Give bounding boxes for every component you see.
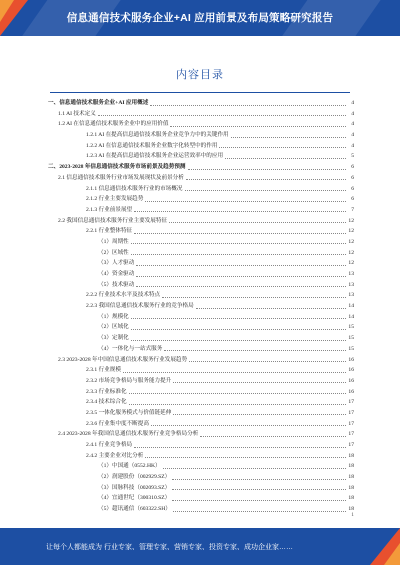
toc-entry-page: 16: [347, 376, 354, 387]
toc-entry-page: 13: [347, 269, 354, 280]
toc-leader-dots: [131, 318, 346, 319]
toc-entry[interactable]: [48, 290, 354, 301]
toc-entry-page: 14: [347, 312, 354, 323]
toc-leader-dots: [145, 457, 346, 458]
toc-entry-title: 2.4.2 主要企业对比分析: [86, 451, 145, 462]
footer-slogan: 让每个人都能成为 行业专家、管理专家、营销专家、投资专家、成功企业家……: [46, 544, 293, 551]
toc-entry[interactable]: [48, 312, 354, 323]
toc-entry[interactable]: [48, 119, 354, 130]
toc-leader-dots: [131, 254, 346, 255]
toc-entry-title: （2）区域性: [98, 248, 131, 259]
toc-entry[interactable]: [48, 493, 354, 504]
toc-entry[interactable]: [48, 429, 354, 440]
toc-leader-dots: [134, 211, 346, 212]
title-divider: [50, 92, 350, 93]
toc-entry[interactable]: [48, 483, 354, 494]
toc-entry[interactable]: [48, 109, 354, 120]
toc-entry[interactable]: [48, 301, 354, 312]
toc-leader-dots: [196, 308, 346, 309]
toc-entry[interactable]: [48, 237, 354, 248]
toc-entry-title: 2.3.1 行业规模: [86, 365, 123, 376]
toc-leader-dots: [172, 500, 346, 501]
toc-entry-page: 12: [347, 226, 354, 237]
toc-leader-dots: [163, 468, 346, 469]
toc-leader-dots: [173, 511, 346, 512]
toc-entry-page: 18: [347, 483, 354, 494]
toc-entry-title: 2.3.2 市场竞争格局与服务能力提升: [86, 376, 173, 387]
toc-entry-title: 2.3.3 行业标准化: [86, 387, 129, 398]
toc-entry-title: （3）定制化: [98, 333, 131, 344]
toc-leader-dots: [129, 404, 346, 405]
toc-entry[interactable]: [48, 322, 354, 333]
toc-entry[interactable]: [48, 344, 354, 355]
toc-entry[interactable]: [48, 269, 354, 280]
toc-entry-page: 13: [347, 280, 354, 291]
toc-entry[interactable]: [48, 461, 354, 472]
toc-entry-page: 15: [347, 333, 354, 344]
toc-leader-dots: [129, 393, 346, 394]
toc-entry-title: 2.2.2 行业技术水平及技术特点: [86, 290, 162, 301]
toc-entry-title: （2）区域化: [98, 322, 131, 333]
toc-entry[interactable]: [48, 130, 354, 141]
toc-entry-page: 16: [347, 365, 354, 376]
toc-entry-page: 18: [347, 504, 354, 515]
toc-leader-dots: [185, 190, 346, 191]
toc-leader-dots: [162, 297, 346, 298]
toc-leader-dots: [188, 169, 346, 170]
report-title: 信息通信技术服务企业+AI 应用前景及布局策略研究报告: [66, 12, 334, 24]
toc-leader-dots: [123, 372, 346, 373]
toc-entry-title: 2.4.1 行业竞争格局: [86, 440, 134, 451]
toc-leader-dots: [134, 233, 346, 234]
toc-entry[interactable]: [48, 376, 354, 387]
toc-leader-dots: [151, 425, 346, 426]
toc-entry-page: 12: [347, 237, 354, 248]
toc-entry[interactable]: [48, 440, 354, 451]
footer-corner-decoration: [384, 543, 400, 565]
toc-entry[interactable]: [48, 226, 354, 237]
toc-entry-title: （1）规模化: [98, 312, 131, 323]
toc-entry-title: （3）国脉科技（002093.SZ）: [98, 483, 172, 494]
toc-entry[interactable]: [48, 397, 354, 408]
toc-leader-dots: [200, 436, 346, 437]
toc-entry-title: 一、信息通信技术服务企业+AI 应用概述: [48, 98, 150, 109]
toc-entry-title: （2）润建股份（002929.SZ）: [98, 472, 172, 483]
toc-entry[interactable]: [48, 419, 354, 430]
toc-entry-title: 1.2.3 AI 在提高信息通信技术服务企业运营效率中的应用: [86, 151, 225, 162]
page-footer: [0, 528, 400, 565]
toc-entry-title: 1.2.1 AI 在提高信息通信技术服务企业竞争力中的关键作用: [86, 130, 231, 141]
toc-entry-page: 18: [347, 493, 354, 504]
toc-leader-dots: [145, 201, 346, 202]
toc-leader-dots: [169, 222, 346, 223]
toc-leader-dots: [172, 489, 346, 490]
toc-entry[interactable]: [48, 504, 354, 515]
toc-entry-page: 17: [347, 397, 354, 408]
toc-entry[interactable]: [48, 365, 354, 376]
toc-entry-page: 4: [347, 141, 354, 152]
page-header: [0, 0, 400, 36]
toc-entry-title: 2.3.5 一体化服务模式与价值链延伸: [86, 408, 173, 419]
toc-leader-dots: [170, 126, 346, 127]
toc-entry[interactable]: [48, 451, 354, 462]
page-number: 1: [351, 512, 354, 518]
toc-leader-dots: [134, 447, 346, 448]
toc-leader-dots: [131, 340, 346, 341]
toc-entry-title: 2.3 2023-2028 年中国信息通信技术服务行业发展趋势: [58, 355, 189, 366]
toc-entry-page: 14: [347, 301, 354, 312]
toc-entry[interactable]: [48, 141, 354, 152]
toc-entry[interactable]: [48, 472, 354, 483]
toc-entry-title: 1.2.2 AI 在信息通信技术服务企业数字化转型中的作用: [86, 141, 219, 152]
toc-leader-dots: [98, 115, 346, 116]
toc-entry-title: 2.1.3 行业前景展望: [86, 205, 134, 216]
page-title: 内容目录: [176, 69, 224, 81]
toc-entry[interactable]: [48, 184, 354, 195]
toc-entry-title: 2.2.3 我国信息通信技术服务行业的竞争格局: [86, 301, 196, 312]
toc-entry-page: 18: [347, 451, 354, 462]
toc-entry[interactable]: [48, 205, 354, 216]
toc-leader-dots: [173, 382, 346, 383]
toc-entry[interactable]: [48, 248, 354, 259]
toc-entry-title: 1.1 AI 技术定义: [58, 109, 98, 120]
toc-entry-page: 18: [347, 472, 354, 483]
toc-entry[interactable]: [48, 216, 354, 227]
toc-entry-page: 12: [347, 216, 354, 227]
toc-entry-page: 5: [347, 151, 354, 162]
toc-entry-title: 2.3.6 行业集中度不断提高: [86, 419, 151, 430]
toc-leader-dots: [172, 479, 346, 480]
toc-entry[interactable]: [48, 258, 354, 269]
toc-entry[interactable]: [48, 333, 354, 344]
toc-entry-title: 2.4 2023-2028 年我国信息通信技术服务行业竞争格局分析: [58, 429, 200, 440]
toc-entry-page: 4: [347, 119, 354, 130]
toc-entry-page: 4: [347, 98, 354, 109]
toc-entry-page: 6: [347, 194, 354, 205]
toc-leader-dots: [231, 137, 346, 138]
toc-entry-page: 17: [347, 419, 354, 430]
toc-entry-title: 2.1.1 信息通信技术服务行业的市场概况: [86, 184, 185, 195]
toc-entry-page: 12: [347, 248, 354, 259]
toc-leader-dots: [136, 265, 346, 266]
toc-entry-title: （3）人才驱动: [98, 258, 136, 269]
toc-entry-title: （1）中国通（0552.HK）: [98, 461, 163, 472]
table-of-contents: [48, 98, 354, 515]
toc-leader-dots: [225, 158, 346, 159]
toc-entry-title: （1）周期性: [98, 237, 131, 248]
toc-leader-dots: [186, 179, 346, 180]
toc-entry-title: 2.2 我国信息通信技术服务行业主要发展特征: [58, 216, 169, 227]
toc-entry[interactable]: [48, 173, 354, 184]
toc-entry-page: 6: [347, 173, 354, 184]
toc-entry[interactable]: [48, 387, 354, 398]
toc-entry-title: 2.1 信息通信技术服务行业市场发展现状及前景分析: [58, 173, 186, 184]
toc-entry-title: （4）资金驱动: [98, 269, 136, 280]
toc-entry-title: （5）超讯通信（603322.SH）: [98, 504, 173, 515]
toc-entry-title: 2.2.1 行业整体特征: [86, 226, 134, 237]
toc-entry-title: 二、2023-2028 年信息通信技术服务市场前景及趋势预测: [48, 162, 188, 173]
toc-entry-page: 4: [347, 109, 354, 120]
toc-entry[interactable]: [48, 151, 354, 162]
toc-entry-title: （5）技术驱动: [98, 280, 136, 291]
toc-entry[interactable]: [48, 194, 354, 205]
toc-leader-dots: [150, 105, 346, 106]
toc-entry-page: 17: [347, 429, 354, 440]
toc-leader-dots: [189, 361, 346, 362]
toc-entry-page: 6: [347, 162, 354, 173]
toc-entry-page: 17: [347, 440, 354, 451]
toc-leader-dots: [164, 350, 346, 351]
toc-entry-page: 18: [347, 461, 354, 472]
toc-leader-dots: [173, 414, 346, 415]
toc-leader-dots: [131, 243, 346, 244]
toc-entry-page: 16: [347, 387, 354, 398]
toc-entry-title: 2.3.4 技术综合化: [86, 397, 129, 408]
toc-leader-dots: [219, 147, 346, 148]
toc-entry-page: 15: [347, 322, 354, 333]
toc-entry-title: （4）宜通世纪（300310.SZ）: [98, 493, 172, 504]
toc-entry[interactable]: [48, 408, 354, 419]
toc-entry-page: 6: [347, 184, 354, 195]
toc-leader-dots: [131, 329, 346, 330]
toc-leader-dots: [136, 276, 346, 277]
toc-leader-dots: [136, 286, 346, 287]
toc-entry[interactable]: [48, 280, 354, 291]
toc-entry-page: 15: [347, 344, 354, 355]
toc-entry-page: 17: [347, 408, 354, 419]
toc-entry-page: 7: [347, 205, 354, 216]
toc-entry-title: 1.2 AI 在信息通信技术服务企业中的应用价值: [58, 119, 170, 130]
toc-entry[interactable]: [48, 98, 354, 109]
toc-entry-title: （4）一体化与一站式服务: [98, 344, 164, 355]
toc-entry[interactable]: [48, 355, 354, 366]
toc-entry[interactable]: [48, 162, 354, 173]
toc-entry-page: 12: [347, 258, 354, 269]
toc-entry-title: 2.1.2 行业主要发展趋势: [86, 194, 145, 205]
toc-entry-page: 16: [347, 355, 354, 366]
toc-entry-page: 13: [347, 290, 354, 301]
toc-entry-page: 4: [347, 130, 354, 141]
